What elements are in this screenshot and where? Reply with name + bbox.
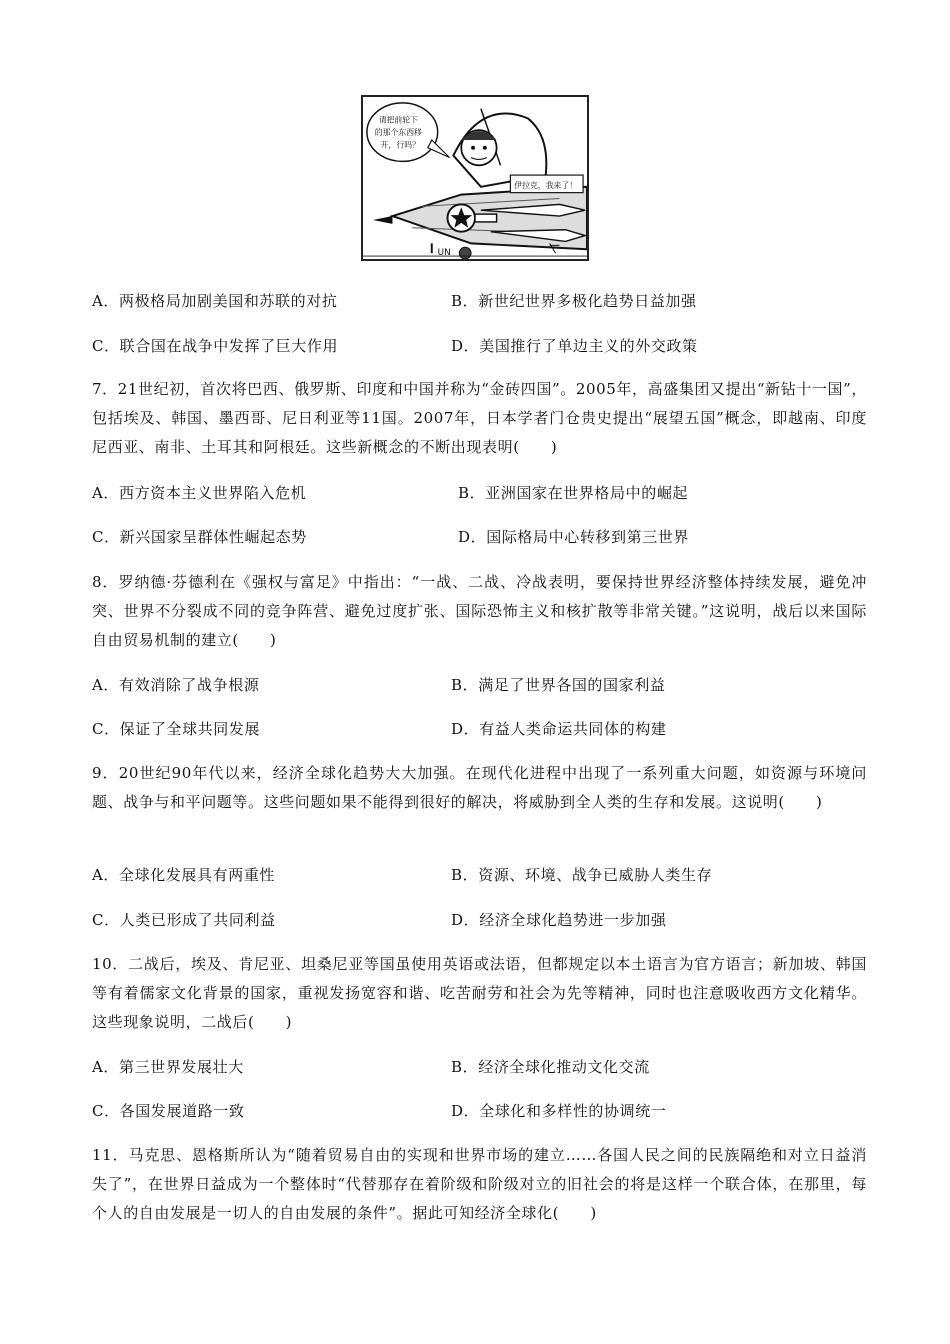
q7-option-c: C．新兴国家呈群体性崛起态势 [92, 528, 307, 546]
question-7 [92, 375, 867, 462]
q8-option-b: B．满足了世界各国的国家利益 [451, 676, 666, 694]
question-8 [92, 568, 867, 655]
q10-option-c: C．各国发展道路一致 [92, 1102, 245, 1120]
q8-option-d: D．有益人类命运共同体的构建 [451, 720, 667, 738]
q7-option-d: D．国际格局中心转移到第三世界 [458, 528, 690, 546]
q10-option-a: A．第三世界发展壮大 [92, 1058, 244, 1076]
q7-option-b: B．亚洲国家在世界格局中的崛起 [458, 484, 689, 502]
question-11 [92, 1141, 867, 1228]
q10-option-b: B．经济全球化推动文化交流 [451, 1058, 650, 1076]
question-9-stem: 9．20世纪90年代以来，经济全球化趋势大大加强。在现代化进程中出现了一系列重大问题，如资源与环境问题、战争与和平问题等。这些问题如果不能得到很好的解决，将威胁到全人类的生存和发展。这说明( ) [92, 764, 867, 811]
q6-option-d: D．美国推行了单边主义的外交政策 [451, 337, 698, 355]
q6-option-a: A．两极格局加剧美国和苏联的对抗 [92, 292, 338, 310]
cartoon-image [361, 95, 589, 261]
question-10 [92, 950, 867, 1037]
q6-option-b: B．新世纪世界多极化趋势日益加强 [451, 292, 697, 310]
q8-option-c: C．保证了全球共同发展 [92, 720, 261, 738]
question-8-stem: 8．罗纳德·芬德利在《强权与富足》中指出：“一战、二战、冷战表明，要保持世界经济整体持续发展，避免冲突、世界不分裂成不同的竞争阵营、避免过度扩张、国际恐怖主义和核扩散等非常关键。”这说明，战后以来国际自由贸易机制的建立( ) [92, 573, 867, 649]
q6-option-c: C．联合国在战争中发挥了巨大作用 [92, 337, 339, 355]
plane-sign-text: 伊拉克，我来了！ [514, 180, 578, 190]
question-9 [92, 759, 867, 817]
bubble-line-2: 的那个东西移 [374, 128, 422, 138]
q9-option-a: A．全球化发展具有两重性 [92, 866, 276, 884]
un-label: UN [437, 248, 451, 259]
bubble-line-1: 请把前轮下 [378, 115, 419, 125]
q10-option-d: D．全球化和多样性的协调统一 [451, 1102, 667, 1120]
q7-option-a: A．西方资本主义世界陷入危机 [92, 484, 307, 502]
question-11-stem: 11．马克思、恩格斯所认为“随着贸易自由的实现和世界市场的建立……各国人民之间的民族隔绝和对立日益消失了”，在世界日益成为一个整体时“代替那存在着阶级和阶级对立的旧社会的将是这样一个联合体，在那里，每个人的自由发展是一切人的自由发展的条件”。据此可知经济全球化( ) [92, 1146, 867, 1222]
question-10-stem: 10．二战后，埃及、肯尼亚、坦桑尼亚等国虽使用英语或法语，但都规定以本土语言为官方语言；新加坡、韩国等有着儒家文化背景的国家，重视发扬宽容和谐、吃苦耐劳和社会为先等精神，同时也注意吸收西方文化精华。这些现象说明，二战后( ) [92, 955, 867, 1031]
question-7-stem: 7．21世纪初，首次将巴西、俄罗斯、印度和中国并称为“金砖四国”。2005年，高盛集团又提出“新钻十一国”，包括埃及、韩国、墨西哥、尼日利亚等11国。2007年，日本学者门仓贵史提出“展望五国”概念，即越南、印度尼西亚、南非、土耳其和阿根廷。这些新概念的不断出现表明( ) [92, 380, 867, 456]
q9-option-c: C．人类已形成了共同利益 [92, 911, 276, 929]
q9-option-b: B．资源、环境、战争已威胁人类生存 [451, 866, 713, 884]
q9-option-d: D．经济全球化趋势进一步加强 [451, 911, 667, 929]
bubble-line-3: 开，行吗？ [380, 140, 420, 150]
q8-option-a: A．有效消除了战争根源 [92, 676, 260, 694]
